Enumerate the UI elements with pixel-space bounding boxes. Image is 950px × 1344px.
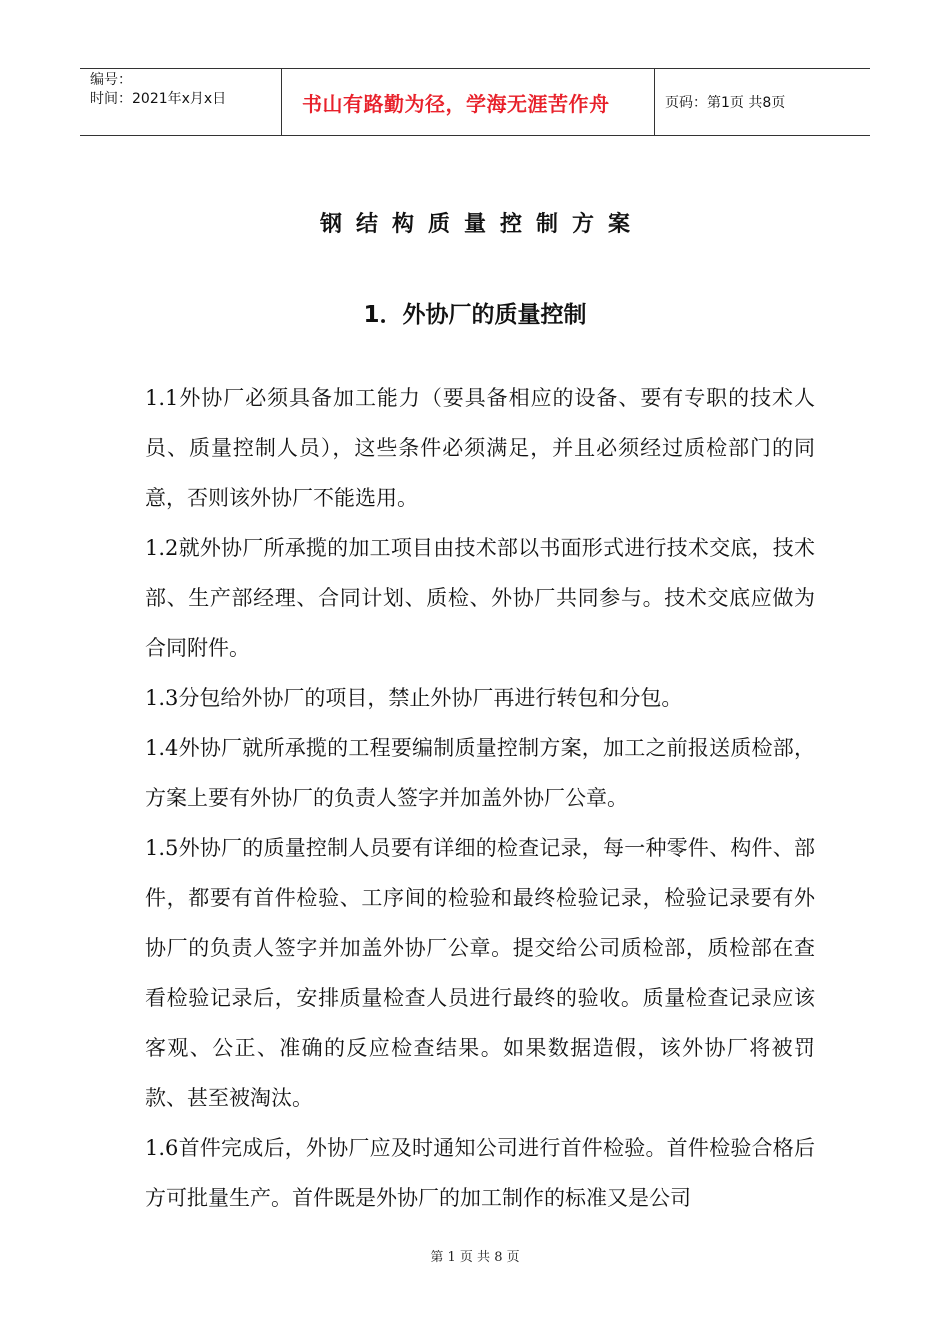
time-label: 时间：2021年x月x日 — [90, 91, 227, 107]
paragraph-1-4: 1.4外协厂就所承揽的工程要编制质量控制方案，加工之前报送质检部，方案上要有外协厂的负责人签字并加盖外协厂公章。 — [145, 736, 815, 810]
number-label: 编号： — [90, 72, 132, 88]
page-info: 页码：第1页 共8页 — [665, 95, 786, 111]
document-body — [145, 373, 815, 1223]
header-page-cell — [655, 69, 870, 135]
paragraph-1-1: 1.1外协厂必须具备加工能力（要具备相应的设备、要有专职的技术人员、质量控制人员），这些条件必须满足，并且必须经过质检部门的同意，否则该外协厂不能选用。 — [145, 386, 815, 510]
paragraph-1-5: 1.5外协厂的质量控制人员要有详细的检查记录，每一种零件、构件、部件，都要有首件检验、工序间的检验和最终检验记录，检验记录要有外协厂的负责人签字并加盖外协厂公章。提交给公司质检部，质检部在查看检验记录后，安排质量检查人员进行最终的验收。质量检查记录应该客观、公正、准确的反应检查结果。如果数据造假，该外协厂将被罚款、甚至被淘汰。 — [145, 836, 815, 1110]
section-title: 1．外协厂的质量控制 — [363, 302, 587, 328]
motto-text: 书山有路勤为径，学海无涯苦作舟 — [302, 91, 610, 116]
paragraph-1-3: 1.3分包给外协厂的项目，禁止外协厂再进行转包和分包。 — [145, 686, 683, 710]
document-title: 钢结构质量控制方案 — [319, 212, 644, 237]
header-motto-cell — [282, 69, 655, 135]
header-meta-cell — [80, 69, 282, 135]
header-table — [80, 68, 870, 136]
paragraph-1-2: 1.2就外协厂所承揽的加工项目由技术部以书面形式进行技术交底，技术部、生产部经理、合同计划、质检、外协厂共同参与。技术交底应做为合同附件。 — [145, 536, 815, 660]
paragraph-1-6: 1.6首件完成后，外协厂应及时通知公司进行首件检验。首件检验合格后方可批量生产。首件既是外协厂的加工制作的标准又是公司 — [145, 1136, 815, 1210]
page-footer: 第 1 页 共 8 页 — [430, 1250, 520, 1265]
